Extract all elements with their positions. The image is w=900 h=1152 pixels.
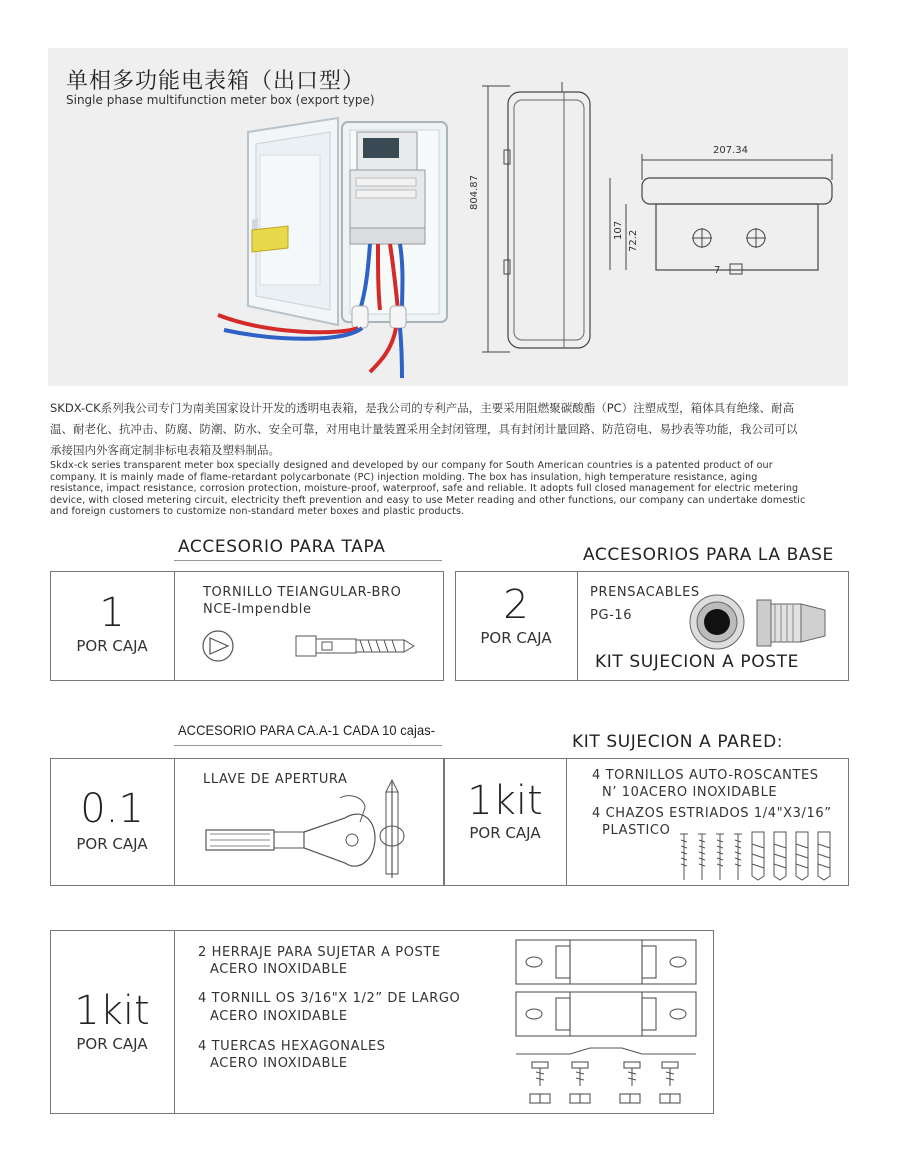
item-llave: LLAVE DE APERTURA — [203, 772, 348, 787]
description-en-line: company. It is mainly made of flame-retardant polycarbonate (PC) injection molding. The box has insulation, high temperature resistance, aging — [50, 471, 758, 483]
item-poste-l1: 2 HERRAJE PARA SUJETAR A POSTE — [198, 945, 441, 960]
item-tapa-line2: NCE-Impendble — [203, 602, 312, 617]
description-en-line: Skdx-ck series transparent meter box specially designed and developed by our company for South American countries is a patented product of our — [50, 460, 773, 471]
screw-drawing — [200, 626, 420, 666]
section-title-tapa: ACCESORIO PARA TAPA — [178, 537, 386, 557]
wall-screws-drawing — [672, 828, 844, 882]
card-divider — [566, 758, 567, 886]
cable-gland-drawing — [685, 592, 845, 654]
qty-poste: 1kit — [74, 988, 150, 1034]
item-pared-line3: 4 CHAZOS ESTRIADOS 1/4"X3/16” — [592, 806, 832, 821]
dim-inner: 72.2 — [628, 229, 639, 252]
dim-height: 804.87 — [469, 175, 480, 210]
qty-pared: 1kit — [467, 778, 543, 824]
unit-poste: POR CAJA — [76, 1035, 148, 1053]
unit-base: POR CAJA — [480, 629, 552, 647]
item-base-line1: PRENSACABLES — [590, 585, 700, 600]
dim-small: 7 — [714, 265, 721, 276]
kit-poste-label: KIT SUJECION A POSTE — [595, 652, 799, 672]
side-view-drawing — [470, 80, 595, 365]
dim-width: 207.34 — [713, 145, 748, 156]
qty-base: 2 — [503, 582, 529, 628]
card-divider — [577, 571, 578, 681]
description-cn — [50, 398, 870, 461]
description-en-line: device, with closed metering circuit, electricity theft prevention and easy to use Meter reading and other functions, our company can undertake domestic — [50, 494, 806, 506]
qty-llave: 0.1 — [80, 786, 144, 832]
description-en-line: resistance, impact resistance, corrosion protection, moisture-proof, waterproof, safe and reliable. It adopts full closed management for electric metering — [50, 483, 799, 495]
section-rule — [174, 745, 442, 746]
description-en — [50, 460, 870, 518]
description-cn-line: 温、耐老化、抗冲击、防腐、防潮、防水、安全可靠，对用电计量装置采用全封闭管理，具有封闭计量回路、防范窃电、易抄表等功能，我公司可以 — [50, 422, 798, 436]
unit-pared: POR CAJA — [469, 824, 541, 842]
unit-llave: POR CAJA — [76, 835, 148, 853]
item-pared-line4: PLASTICO — [602, 823, 671, 838]
section-title-base: ACCESORIOS PARA LA BASE — [583, 545, 834, 565]
description-cn-line: SKDX-CK系列我公司专门为南美国家设计开发的透明电表箱，是我公司的专利产品，主要采用阻燃聚碳酸酯（PC）注塑成型，箱体具有绝缘、耐高 — [50, 401, 795, 415]
item-poste-l6: ACERO INOXIDABLE — [210, 1056, 348, 1071]
key-drawing — [200, 778, 420, 882]
section-title-pared: KIT SUJECION A PARED: — [572, 732, 784, 752]
page-title-en: Single phase multifunction meter box (export type) — [66, 93, 375, 107]
item-pared-line2: N’ 10ACERO INOXIDABLE — [602, 785, 778, 800]
card-divider — [174, 930, 175, 1114]
card-divider — [174, 758, 175, 886]
unit-tapa: POR CAJA — [76, 637, 148, 655]
item-poste-l3: 4 TORNILL OS 3/16"X 1/2” DE LARGO — [198, 991, 461, 1006]
item-poste-l5: 4 TUERCAS HEXAGONALES — [198, 1039, 386, 1054]
item-tapa-line1: TORNILLO TEIANGULAR-BRO — [203, 585, 402, 600]
section-title-llave: ACCESORIO PARA CA.A-1 CADA 10 cajas- — [178, 722, 436, 738]
pole-hardware-drawing — [510, 936, 706, 1108]
description-cn-line: 承接国内外客商定制非标电表箱及塑料制品。 — [50, 443, 280, 457]
card-divider — [174, 571, 175, 681]
qty-tapa: 1 — [99, 590, 125, 636]
meter-box-photo — [210, 110, 465, 380]
description-en-line: and foreign customers to customize non-standard meter boxes and plastic products. — [50, 506, 465, 518]
item-base-line2: PG-16 — [590, 608, 633, 623]
item-pared-line1: 4 TORNILLOS AUTO-ROSCANTES — [592, 768, 819, 783]
item-poste-l2: ACERO INOXIDABLE — [210, 962, 348, 977]
section-rule — [174, 560, 442, 561]
item-poste-l4: ACERO INOXIDABLE — [210, 1009, 348, 1024]
page-title-cn: 单相多功能电表箱（出口型） — [66, 69, 366, 94]
dim-depth: 107 — [613, 220, 624, 240]
